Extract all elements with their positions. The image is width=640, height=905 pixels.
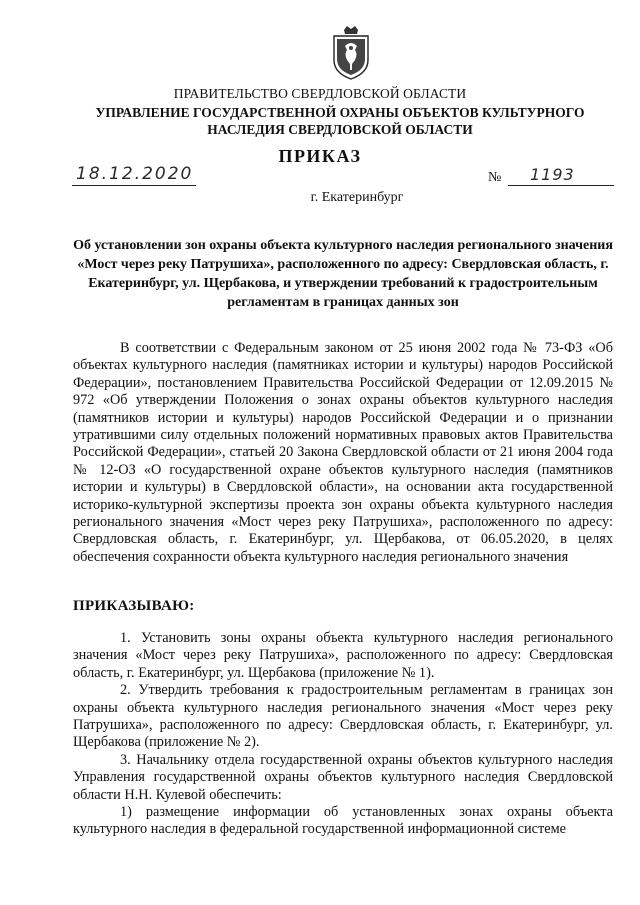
coat-of-arms-icon [331, 26, 371, 80]
document-type-title: ПРИКАЗ [278, 146, 362, 166]
order-date: 18.12.2020 [72, 163, 196, 186]
city-line: г. Екатеринбург [310, 190, 404, 205]
order-item-1: 1. Установить зоны охраны объекта культурного наследия регионального значения «Мост через реку Патрушиха», расположенного по адресу: Свердловская область, г. Екатеринбург, ул. Щербакова (приложение № 1). [73, 630, 613, 681]
preamble-block [73, 340, 613, 566]
number-label: № [488, 170, 502, 185]
order-item-3-1: 1) размещение информации об установленных зонах охраны объекта культурного наследия в федеральной государственной информационной системе [73, 804, 613, 838]
order-items [73, 630, 613, 839]
department-name: УПРАВЛЕНИЕ ГОСУДАРСТВЕННОЙ ОХРАНЫ ОБЪЕКТОВ КУЛЬТУРНОГО НАСЛЕДИЯ СВЕРДЛОВСКОЙ ОБЛАСТИ [95, 105, 585, 137]
order-heading: ПРИКАЗЫВАЮ: [73, 598, 195, 614]
government-name: ПРАВИТЕЛЬСТВО СВЕРДЛОВСКОЙ ОБЛАСТИ [173, 86, 467, 101]
preamble-paragraph: В соответствии с Федеральным законом от 25 июня 2002 года № 73-ФЗ «Об объектах культурного наследия (памятниках истории и культуры) народов Российской Федерации», постановлением Правительства Российской Федерации от 12.09.2015 № 972 «Об утверждении Положения о зонах охраны объектов культурного наследия (памятников истории и культуры) народов Российской Федерации и о признании утратившими силу отдельных положений нормативных правовых актов Правительства Российской Федерации», статьей 20 Закона Свердловской области от 21 июня 2004 года № 12-ОЗ «О государственной охране объектов культурного наследия (памятников истории и культуры) в Свердловской области», на основании акта государственной историко-культурной экспертизы проекта зон охраны объекта культурного наследия регионального значения «Мост через реку Патрушиха», расположенного по адресу: Свердловская область, г. Екатеринбург, ул. Щербакова, от 06.05.2020, в целях обеспечения сохранности объекта культурного наследия регионального значения [73, 340, 613, 565]
order-number: 1193 [508, 165, 614, 186]
order-subject: Об установлении зон охраны объекта культурного наследия регионального значения «Мост через реку Патрушиха», расположенного по адресу: Свердловская область, г. Екатеринбург, ул. Щербакова, и утверждении требований к градостроительным регламентам в границах данных зон [73, 238, 613, 310]
order-item-3: 3. Начальнику отдела государственной охраны объектов культурного наследия Управления государственной охраны объектов культурного наследия Свердловской области Н.Н. Кулевой обеспечить: [73, 751, 613, 803]
order-item-2: 2. Утвердить требования к градостроительным регламентам в границах зон охраны объекта культурного наследия регионального значения «Мост через реку Патрушиха», расположенного по адресу: Свердловская область, г. Екатеринбург, ул. Щербакова (приложение № 2). [73, 682, 613, 751]
